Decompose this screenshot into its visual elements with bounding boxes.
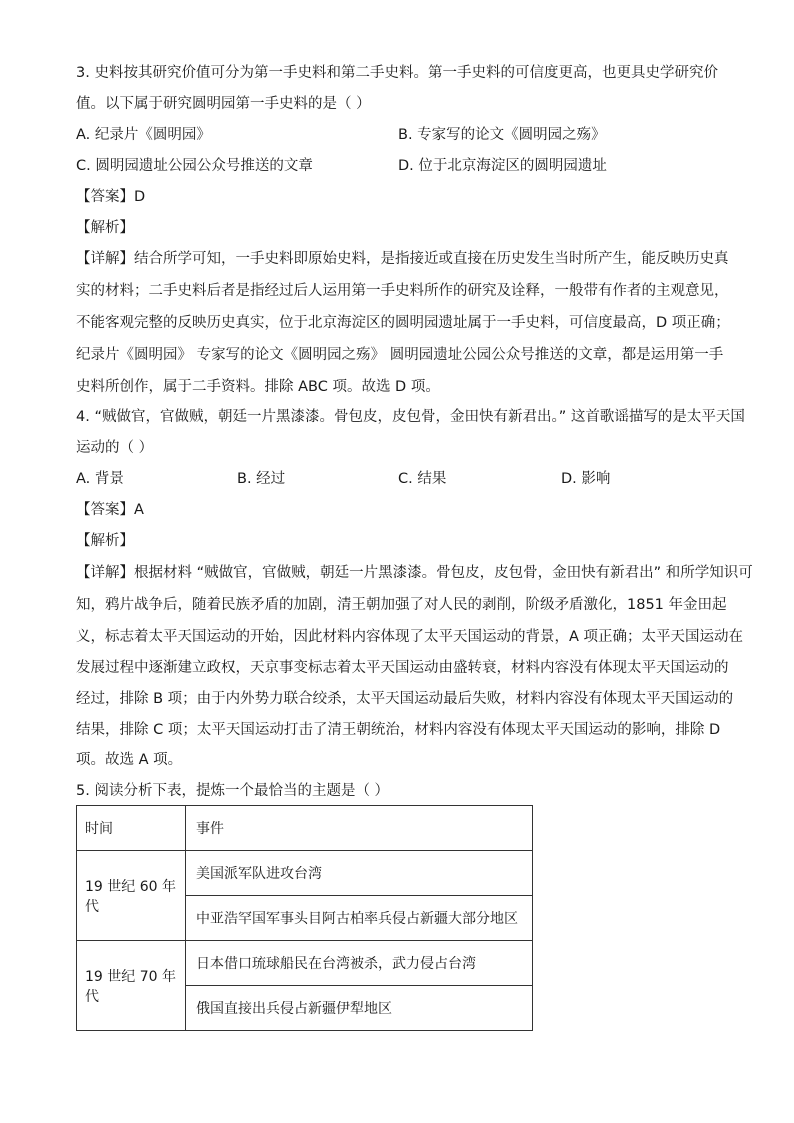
table-era-cell: 19 世纪 70 年代	[77, 941, 186, 1031]
q4-option-b: B. 经过	[237, 471, 286, 487]
table-event-cell: 中亚浩罕国军事头目阿古柏率兵侵占新疆大部分地区	[186, 896, 533, 941]
q3-detail-line5: 史料所创作，属于二手资料。排除 ABC 项。故选 D 项。	[76, 379, 440, 395]
table-event-cell: 日本借口琉球船民在台湾被杀，武力侵占台湾	[186, 941, 533, 986]
q4-answer: 【答案】A	[76, 502, 144, 518]
q3-detail-line1: 【详解】结合所学可知，一手史料即原始史料，是指接近或直接在历史发生当时所产生，能反映历史真	[76, 251, 729, 267]
q3-option-c: C. 圆明园遗址公园公众号推送的文章	[76, 158, 313, 174]
q3-detail-line2: 实的材料；二手史料后者是指经过后人运用第一手史料所作的研究及诠释，一般带有作者的主观意见，	[76, 283, 729, 299]
table-header-row	[77, 806, 533, 851]
table-event-cell: 俄国直接出兵侵占新疆伊犁地区	[186, 986, 533, 1031]
q3-option-d: D. 位于北京海淀区的圆明园遗址	[398, 158, 607, 174]
q3-stem-line1: 3. 史料按其研究价值可分为第一手史料和第二手史料。第一手史料的可信度更高，也更具史学研究价	[76, 65, 718, 81]
table-header-time: 时间	[77, 806, 186, 851]
q5-stem: 5. 阅读分析下表，提炼一个最恰当的主题是（ ）	[76, 783, 390, 799]
q3-detail-line3: 不能客观完整的反映历史真实，位于北京海淀区的圆明园遗址属于一手史料，可信度最高，D 项正确；	[76, 315, 730, 331]
table-row	[77, 941, 533, 986]
table-era-cell: 19 世纪 60 年代	[77, 851, 186, 941]
table-event-cell: 美国派军队进攻台湾	[186, 851, 533, 896]
table-row	[77, 851, 533, 896]
q3-detail-line4: 纪录片《圆明园》 专家写的论文《圆明园之殇》 圆明园遗址公园公众号推送的文章，都是运用第一手	[76, 347, 724, 363]
q3-answer: 【答案】D	[76, 189, 146, 205]
q4-detail-line4: 发展过程中逐渐建立政权，天京事变标志着太平天国运动由盛转衰，材料内容没有体现太平天国运动的	[76, 660, 729, 676]
q4-detail-line2: 知，鸦片战争后，随着民族矛盾的加剧，清王朝加强了对人民的剥削，阶级矛盾激化，1851 年金田起	[76, 597, 727, 613]
q4-stem-line1: 4. “贼做官，官做贼，朝廷一片黑漆漆。骨包皮，皮包骨，金田快有新君出。” 这首歌谣描写的是太平天国	[76, 409, 745, 425]
q4-analysis-label: 【解析】	[76, 533, 134, 549]
q4-detail-line5: 经过，排除 B 项；由于内外势力联合绞杀，太平天国运动最后失败，材料内容没有体现太平天国运动的	[76, 691, 734, 707]
q4-detail-line7: 项。故选 A 项。	[76, 752, 183, 768]
q4-detail-line1: 【详解】根据材料 “贼做官，官做贼，朝廷一片黑漆漆。骨包皮，皮包骨，金田快有新君出” 和所学知识可	[76, 565, 753, 581]
q3-analysis-label: 【解析】	[76, 220, 134, 236]
q3-option-a: A. 纪录片《圆明园》	[76, 127, 211, 143]
q4-option-a: A. 背景	[76, 471, 124, 487]
q3-stem-line2: 值。以下属于研究圆明园第一手史料的是（ ）	[76, 96, 371, 112]
events-table	[76, 805, 533, 1031]
q4-option-c: C. 结果	[398, 471, 447, 487]
q3-option-b: B. 专家写的论文《圆明园之殇》	[398, 127, 606, 143]
q4-option-d: D. 影响	[561, 471, 611, 487]
q4-detail-line6: 结果，排除 C 项；太平天国运动打击了清王朝统治，材料内容没有体现太平天国运动的影响，排除 D	[76, 722, 721, 738]
q4-stem-line2: 运动的（ ）	[76, 440, 154, 456]
q4-detail-line3: 义，标志着太平天国运动的开始，因此材料内容体现了太平天国运动的背景，A 项正确；太平天国运动在	[76, 629, 744, 645]
table-header-event: 事件	[186, 806, 533, 851]
